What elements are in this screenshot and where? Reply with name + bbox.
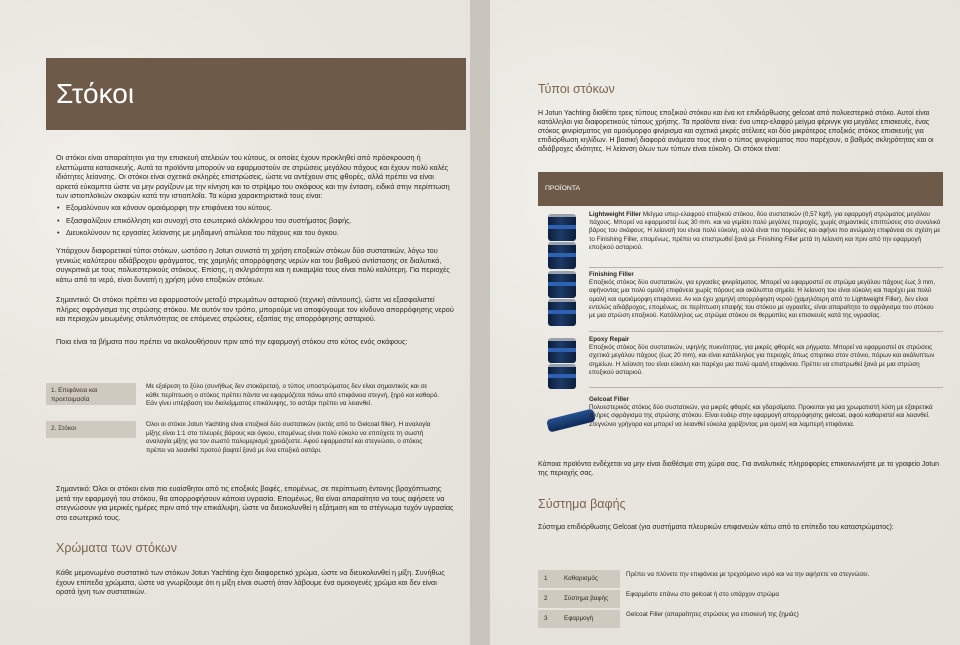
important-note: Σημαντικό: Οι στόκοι πρέπει να εφαρμοστούν μεταξύ στρωμάτων ασταριού (τεχνική σάντουιτς), ώστε να εξασφαλιστεί πλήρες σφράγισμα της στρώσης στόκου. Με αυτόν τον τρόπο, μπορούμε να αποφύγουμε τον κίνδυνο απορρόφησης νερού και περιοχών μειωμένης στιλπνότητας σε επόμενες στρώσεις, εξαιτίας της απορρόφησης ασταριού. <box>56 295 454 324</box>
product-description <box>589 336 941 377</box>
step-description: Gelcoat Filler (απαραίτητες στρώσεις για επισκευή της ζημιάς) <box>626 611 799 618</box>
product-text: Εποξικός στόκος δύο συστατικών, για εργασίες φινιρίσματος. Μπορεί να εφαρμοστεί σε στρώμα μεγάλου πάχους έως 3 mm, αφήνοντας μια πολύ ομαλή επιφάνεια χωρίς πόρους και ακάλυπτα σημεία. Η λείανση του είναι εύκολη και παρέχει μια πολύ ομαλή και ομοιόμορφη επιφάνεια. Αν και έχει χαμηλή απορρόφηση νερού (χαμηλότερη από το Lightweight Filler), δεν είναι εντελώς αδιάβροχος, επομένως, σε περίπτωση επαφής του στόκου με υγρασίες, είναι απαραίτητο το σφράγισμα του στόκου με μια στρώση εποξικού. Κατάλληλος ως στρώμα στόκου σε θερμοπίες και επισκευές κατά της υγρασίας. <box>589 279 936 320</box>
steps-intro-section <box>56 337 454 349</box>
types-heading: Τύποι στόκων <box>538 82 615 96</box>
lightweight-filler-cans-icon <box>545 214 579 268</box>
step-description: Πρέπει να πλύνετε την επιφάνεια με τρεχούμενο νερό και να την αφήσετε να στεγνώσει. <box>626 571 870 578</box>
product-name: Lightweight Filler <box>589 211 642 218</box>
step-label: 1. Επιφάνεια και προετοιμασία <box>46 383 136 405</box>
system-step-cell <box>538 610 620 628</box>
table-row <box>538 590 943 608</box>
page-gutter <box>470 0 490 645</box>
step-label: 2. Στόκοι <box>46 421 136 438</box>
step-name: Καθαρισμός <box>564 575 598 582</box>
step-number: 3 <box>544 615 548 622</box>
product-text: Πολυεστερικός στόκος δύο συστατικών, για μικρές φθορές και γδαρσίματα. Προκειται για μια χρωματιστή λύση με εξαιρετικά πλήρες σφράγισμα της στρώσης στόκου. Είναι ευάερ στην εφαρμογή απορρόφησης gelcoat, αφού καθαριστεί και λειανθεί. Στεγνώνει γρήγορα και μπορεί να λειανθεί εύκολα χαρίζοντας μια ομαλή και λαμπερή επιφάνεια. <box>589 404 933 428</box>
colors-heading: Χρώματα των στόκων <box>56 541 178 555</box>
product-gelcoat-filler <box>538 396 943 440</box>
types-paragraph: Η Jotun Yachting διαθέτει τρεις τύπους εποξικού στόκου και ένα κιτ επιδιόρθωσης gelcoat από πολυεστερικό στόκο. Αυτοί είναι κατάλληλοι για διαφορετικούς τύπους χρήσης. Τα προϊόντα είναι: ένα υπερ-ελαφρύ μείγμα φέρινγκ για μεγάλες επισκευές, ένας στόκος φινιρίσματος για ομοιόμορφο φινίρισμα και σχετικά μικρές ατέλειες και δύο μικρότερος εποξικός στόκος επισκευής για επιδιόρθωση κηλίδων. Η βασική διαφορά ανάμεσα τους είναι ο τύπος φινιρίσματος που παρέχουν, ο βαθμός σκληρότητας και οι αδιάβροχες ιδιότητες. Η λείανση όλων των τύπων είναι εύκολη. Οι στόκοι είναι: <box>538 110 934 153</box>
system-step-cell <box>538 570 620 588</box>
important-section-2 <box>56 484 454 524</box>
system-intro: Σύστημα επιδιόρθωσης Gelcoat (για συστήματα πλευρικών επιφανειών κάτω από το επίπεδο του καταστρώματος): <box>538 524 894 531</box>
steps-intro: Ποια είναι τα βήματα που πρέπει να ακολουθήσουν πριν από την εφαρμογή στόκου στο κύτος ενός σκάφους: <box>56 337 408 346</box>
title-banner <box>46 58 466 130</box>
filler-types-paragraph: Υπάρχουν διαφορετικοί τύποι στόκων, ωστόσο η Jotun συνιστά τη χρήση εποξικών στόκων δύο συστατικών, λόγω του γενικώς καλύτερου αδιάβροχου φράγματος, της χαμηλής απορρόφησης νερών και του βαθμού αντίστασης σε διαλυτικά, συγκριτικά με τους πολυεστερικούς στόκους. Επίσης, η σκληρότητα και η ευκαμψία τους είναι πολύ καλύτερη. Για περιοχές κάτω από το νερό, είναι δυνατή η χρήση μόνο εποξικών στόκων. <box>56 246 450 284</box>
types-section <box>538 109 943 156</box>
step-name: Εφαρμογή <box>564 615 594 622</box>
step-name: Σύστημα βαφής <box>564 595 609 602</box>
product-epoxy-repair <box>538 336 943 390</box>
products-label: ΠΡΟΪΟΝΤΑ <box>545 185 580 192</box>
product-description <box>589 396 941 429</box>
page-title: Στόκοι <box>56 78 135 109</box>
product-text: Εποξικός στόκος δύο συστατικών, υψηλής πυκνότητας, για μικρές φθορές και ρήγματα. Μπορεί να εφαρμοστεί σε στρώσεις σχετικά μεγάλου πάχους (έως 20 mm), και είναι κατάλληλος για περιοχές όπως σπιρτικα στον στόνιο, πόρων και ακάλυπτων σημείων. Η λείανση του είναι εύκολη και παρέχει μια πολύ ομαλή επιφάνεια. Πρέπει να επιστρωθεί ξανά με μια στρώση εποξικού ασταριού. <box>589 344 935 376</box>
product-description <box>589 211 941 252</box>
divider <box>589 267 943 268</box>
product-name: Gelcoat Filler <box>589 396 629 403</box>
colors-section <box>56 568 454 599</box>
table-row <box>538 610 943 628</box>
product-text: Μείγμα υπερ-ελαφρού εποξικού στόκου, δύο συστατικών (0,57 kg/l), για εφαρμογή στρώματος μεγάλου πάχους. Μπορεί να εφαρμοστεί έως 30 mm. και να γεμίσει πολύ μεγάλες περιοχές, χωρίς σημαντικές επιπτώσεις στο συνολικό βάρος του σκάφους. Η λείανσή του είναι πολύ εύκολη, αλλά είναι πιο πορώδες και αφήνει πιο ανώμαλη επιφάνεια σε σχέση με το Finishing Filler, επομένως, πρέπει να επιστρωθεί ξανά με Finishing Filler μετά τη λείανση και πριν από την εφαρμογή εποξικού ασταριού. <box>589 211 941 251</box>
step-number: 1 <box>544 575 548 582</box>
availability-section <box>538 460 943 480</box>
product-name: Epoxy Repair <box>589 336 630 343</box>
product-finishing-filler <box>538 271 943 337</box>
step-number: 2 <box>544 595 548 602</box>
divider <box>589 331 943 332</box>
step-text: Όλοι οι στόκοι Jotun Yachting είναι εποξικοί δύο συστατικών (εκτός από το Gelcoat filler). Η αναλογία μίξης είναι 1:1 στο πλευρές βάρους και όγκου, επομένως είναι πολύ εύκολο να επιτύχετε τη σωστή αναλογία μίξης για τον σωστό πολυμερισμό χρειάζεστε. Αφού εφαρμοστεί και στεγνώσει, ο στόκος πρέπει να λειανθεί προτού βαφτεί ξανά με ένα εποξικό αστάρι. <box>146 421 431 454</box>
list-item: • Εξασφαλίζουν επικόλληση και συνοχή στο εσωτερικό ολόκληρου του συστήματος βαφής. <box>56 216 454 226</box>
availability-note: Κάποια προϊόντα ενδέχεται να μην είναι διαθέσιμα στη χώρα σας. Για αναλυτικές πληροφορίες επικοινωνήστε με το γραφείο Jotun της περιοχής σας. <box>538 461 940 477</box>
features-list <box>56 203 454 238</box>
epoxy-repair-cans-icon <box>545 338 579 392</box>
product-description <box>589 271 941 320</box>
system-intro-section <box>538 523 943 534</box>
finishing-filler-cans-icon <box>545 271 579 325</box>
list-item: • Διευκολύνουν τις εργασίες λείανσης με μηδαμινή απώλεια του πάχους και του όγκου. <box>56 228 454 238</box>
left-page <box>0 0 470 645</box>
important-section <box>56 295 454 326</box>
important-note-2: Σημαντικό: Όλοι οι στόκοι είναι πιο ευαίσθητοι από τις εποξικές βαφές, επομένως, σε περίπτωση έντονης βροχόπτωσης μετά την εφαρμογή του στόκου, θα απορροφήσουν κάποια υγρασία. Επομένως, θα είναι απαραίτητο να τους αφήσετε να στεγνώσουν για μερικές ημέρες πριν από την επικάλυψη, ώστε να διευκολυνθεί η εξάτμιση και το στέγνωμα τυχόν υγρασίας στο εσωτερικό τους. <box>56 484 454 522</box>
product-name: Finishing Filler <box>589 271 634 278</box>
step-text: Με εξαίρεση το ξύλο (συνήθως δεν στοκάρεται), ο τύπος υποστρώματος δεν είναι σημαντικός και σε κάθε περίπτωση ο στόκος πρέπει πάντα να εφαρμόζεται πάνω από επιφάνεια στεγνή, ξηρό και καθαρό. Εάν γίνει υπέρβαση του διαλείμματος επικάλυψης, το αστάρι πρέπει να λειανθεί. <box>146 383 440 407</box>
system-step-cell <box>538 590 620 608</box>
step-description: Εφαρμόστε επάνω στο gelcoat ή στο υπάρχον στρώμα <box>626 591 780 598</box>
divider <box>589 387 943 388</box>
intro-section <box>56 153 454 241</box>
intro-paragraph: Οι στόκοι είναι απαραίτητοι για την επισκευή ατελειών του κύτους, οι οποίες έχουν προκληθεί από πρόσκρουση ή ελαττώματα κατασκευής. Αυτά τα προϊόντα μπορούν να εφαρμοστούν σε στρώσεις μεγάλου πάχους και έχουν πολύ καλές ιδιότητες λείανσης. Οι στόκοι είναι σχετικά σκληρές επιστρώσεις, ώστε να αντέχουν στις φθορές, αλλά πρέπει να είναι αρκετά εύκαμπτα ώστε να μην ραγίζουν με την κίνηση και το στρίψιμο του σκάφους και την ένταση, ειδικά στην περίπτωση των ιστιοπλοϊκών σκαφών κατά την ιστιοπλοΐα. Τα κύρια χαρακτηριστικά τους είναι: <box>56 153 450 201</box>
products-banner <box>538 172 943 206</box>
system-heading: Σύστημα βαφής <box>538 497 626 511</box>
table-row <box>538 570 943 588</box>
types-paragraph-section <box>56 246 454 286</box>
colors-paragraph: Κάθε μεμονωμένο συστατικό των στόκων Jotun Yachting έχει διαφορετικό χρώμα, ώστε να διευκολυνθεί η μίξη. Συνήθως έχουν επίπεδα χρώματα, ώστε να γνωρίζουμε ότι η μίξη είναι σωστή όταν λάβουμε ένα ομοιογενές χρώμα και δεν είναι ορατά ίχνη των συστατικών. <box>56 568 445 597</box>
list-item: • Εξομαλύνουν και κάνουν ομοιόμορφη την επιφάνεια του κύτους. <box>56 203 454 213</box>
